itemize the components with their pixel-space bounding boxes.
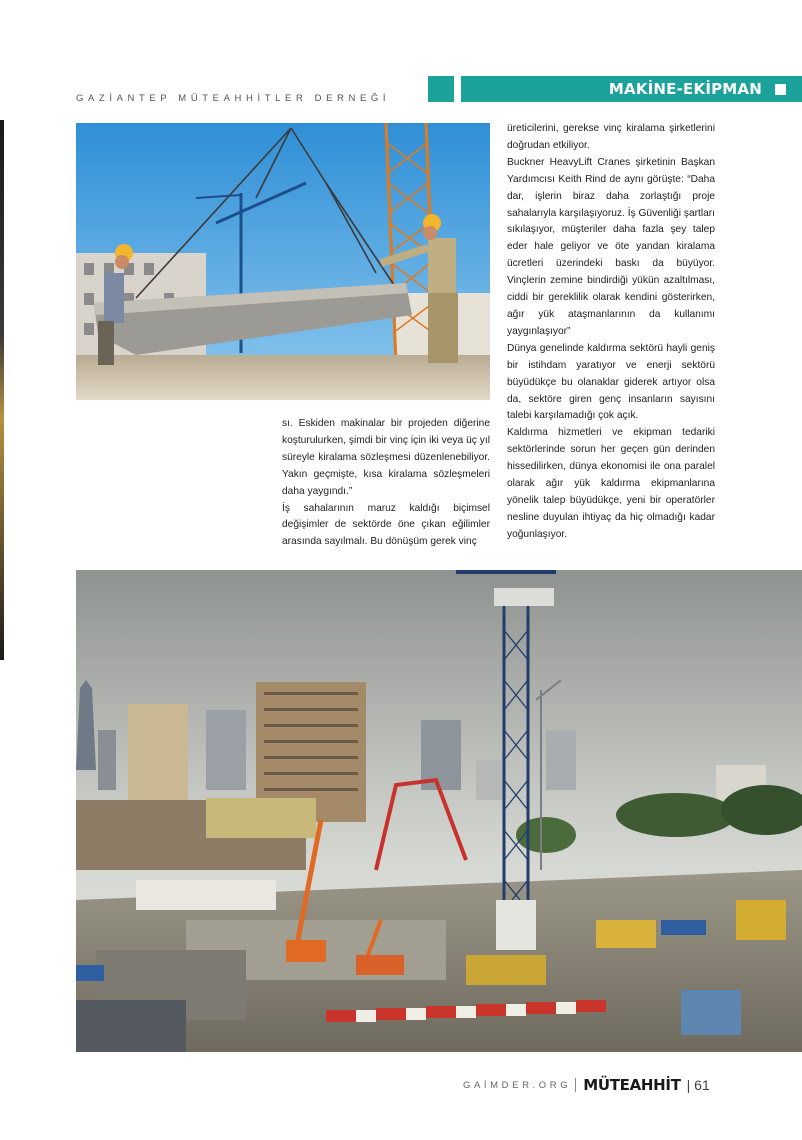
page-footer: [463, 1074, 710, 1096]
photo-construction-site: [76, 570, 802, 1052]
footer-website: GAİMDER.ORG: [463, 1079, 572, 1091]
paragraph: Dünya genelinde kaldırma sektörü hayli geniş bir istihdam yaratıyor ve enerji sektörü büyüdükçe bu olanaklar giderek artıyor olsa da, sektöre giren genç insanların sayısını talebi karşılamadığı çok açık.: [507, 342, 715, 422]
accent-square: [428, 76, 454, 102]
paragraph: Kaldırma hizmetleri ve ekipman tedariki sektörlerinde sorun her geçen gün derinden hissedilirken, dünya ekonomisi ile ona paralel olarak ağır yük kaldırma ekipmanlarına yönelik talep büyüdükçe, yeni bir operatörler nesline duyulan ihtiyaç da hiç olmadığı kadar yoğunlaşıyor.: [507, 427, 715, 540]
footer-divider: [575, 1078, 576, 1092]
page-number: | 61: [686, 1077, 710, 1093]
section-square-icon: [775, 84, 786, 95]
paragraph: üreticilerini, gerekse vinç kiralama şirketlerini doğrudan etkiliyor.: [507, 123, 715, 151]
article-column-right: [507, 121, 715, 544]
section-title: MAKİNE-EKİPMAN: [608, 80, 762, 98]
paragraph: Buckner HeavyLift Cranes şirketinin Başkan Yardımcısı Keith Rind de aynı görüşte: “Daha dar, işlerin biraz daha zorlaştığı proje sahalarıyla karşılaşıyoruz. İş Güvenliği şartları sıkılaşıyor, müşteriler daha fazla şey talep eder hale geliyor ve öte yandan kiralama ücretleri üzerindeki baskı da büyüyor. Vinçlerin zemine bindirdiği yükün azaltılması, ciddi bir gereklilik olarak kendini gösterirken, ağır yük ataşmanlarının da kullanımı yaygınlaşıyor”: [507, 156, 715, 337]
page-edge-strip: [0, 120, 4, 660]
footer-brand-logo: MÜTEAHHİT: [583, 1076, 681, 1094]
article-column-left: [282, 416, 490, 551]
paragraph: sı. Eskiden makinalar bir projeden diğerine koşturulurken, şimdi bir vinç için iki veya üç yıl süreyle kiralama sözleşmesi düzenlenebiliyor. Yakın geçmişte, kısa kiralama sözleşmeleri daha yaygındı.”: [282, 418, 490, 497]
photo-workers-concrete-slab: [76, 123, 490, 400]
section-header-bar: [461, 76, 802, 102]
paragraph: İş sahalarının maruz kaldığı biçimsel değişimler de sektörde öne çıkan eğilimler arasında sayılmalı. Bu dönüşüm gerek vinç: [282, 502, 490, 548]
org-name: GAZİANTEP MÜTEAHHİTLER DERNEĞİ: [76, 93, 391, 104]
